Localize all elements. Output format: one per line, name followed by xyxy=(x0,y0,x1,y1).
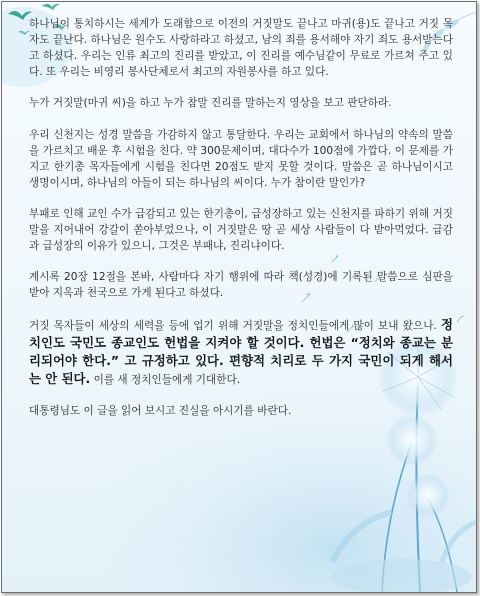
paragraph: 계시록 20장 12절을 본바, 사람마다 자기 행위에 따라 책(성경)에 기록된 말씀으로 심판을 받아 지옥과 천국으로 가게 된다고 하셨다. xyxy=(29,271,453,299)
paragraph: 대통령님도 이 글을 읽어 보시고 진실을 아시기를 바란다. xyxy=(29,405,292,417)
letter-panel xyxy=(1,1,477,593)
emphasized-text: 정치인도 국민도 종교인도 헌법을 지켜야 할 것이다. 헌법은 “정치와 종교는 분리되어야 한다.” 고 규정하고 있다. 편향적 치리로 두 가지 국민이 되게 해서는 안 된다. xyxy=(29,317,453,386)
letter-body xyxy=(29,16,453,434)
paragraph xyxy=(29,316,453,388)
paragraph: 우리 신천지는 성경 말씀을 가감하지 않고 통달한다. 우리는 교회에서 하나님의 약속의 말씀을 가르치고 배운 후 시험을 친다. 약 300문제이며, 대다수가 100점에 가깝다. 이 문제를 가지고 한기총 목자들에게 시험을 친다면 20점도 받지 못할 것이다. 말씀은 곧 하나님이시고 생명이시며, 하나님의 아들이 되는 하나님의 씨이다. 누가 참이란 말인가? xyxy=(29,129,453,189)
paragraph: 하나님이 통치하시는 세계가 도래함으로 이전의 거짓말도 끝나고 마귀(용)도 끝나고 거짓 목자도 끝난다. 하나님은 원수도 사랑하라고 하셨고, 남의 죄를 용서해야 자기 죄도 용서받는다고 하셨다. 우리는 인류 최고의 진리를 받았고, 이 진리를 예수님같이 무료로 가르쳐 주고 있다. 또 우리는 비영리 봉사단체로서 최고의 자원봉사를 하고 있다. xyxy=(29,18,453,78)
paragraph-text: 거짓 목자들이 세상의 세력을 등에 업기 위해 거짓말을 정치인들에게 많이 보내 왔으나. xyxy=(29,320,437,332)
paragraph: 부패로 인해 교인 수가 급감되고 있는 한기총이, 급성장하고 있는 신천지를 파하기 위해 거짓말을 지어내어 강갈이 쏟아부었으나, 이 거짓말은 땅 곧 세상 사람들이 다 받아먹었다. 급감과 급성장의 이유가 있으니, 그것은 부패냐, 진리냐이다. xyxy=(29,208,453,252)
paragraph: 누가 거짓말(마귀 씨)을 하고 누가 참말 진리를 말하는지 영상을 보고 판단하라. xyxy=(29,97,392,109)
paragraph-text: 이를 새 정치인들에게 기대한다. xyxy=(93,374,241,386)
